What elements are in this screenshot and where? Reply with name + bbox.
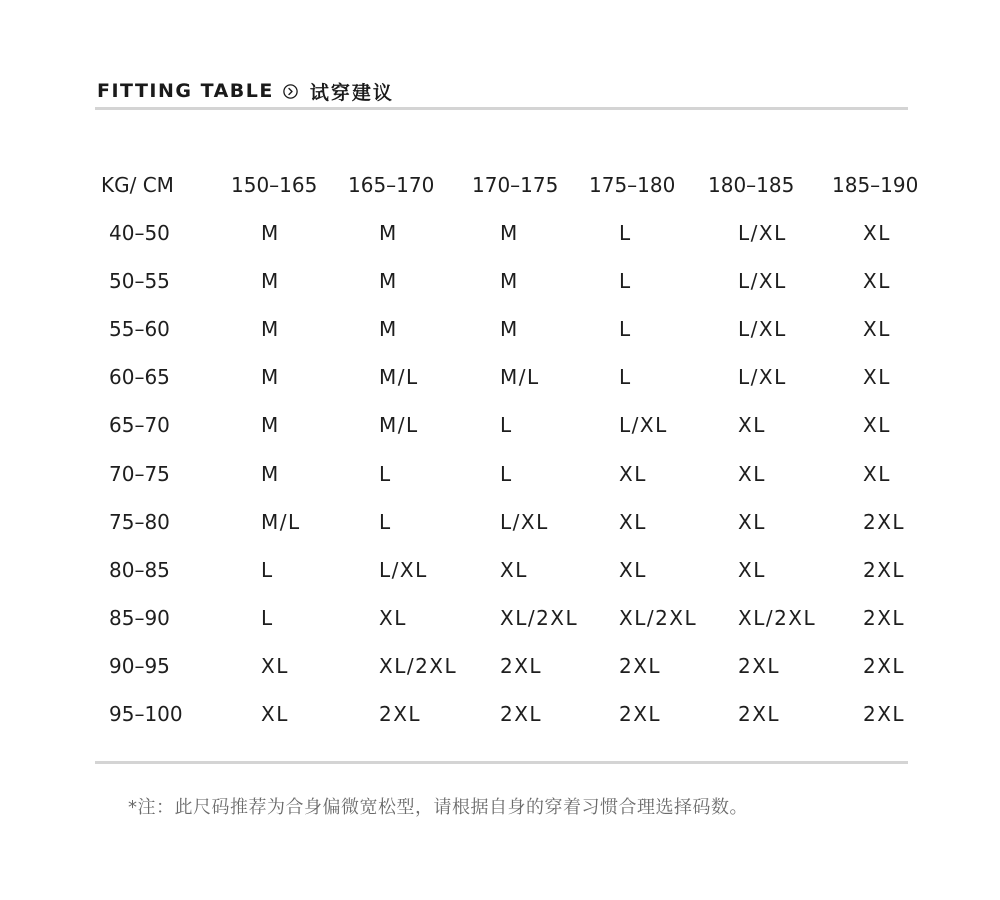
- size-cell: 2XL: [619, 702, 662, 726]
- size-note: *注：此尺码推荐为合身偏微宽松型，请根据自身的穿着习惯合理选择码数。: [128, 797, 748, 818]
- size-cell: M: [379, 221, 398, 245]
- size-cell: L: [261, 606, 274, 630]
- size-cell: XL: [738, 558, 766, 582]
- size-cell: 2XL: [863, 606, 906, 630]
- size-cell: 2XL: [863, 510, 906, 534]
- row-label: 50–55: [109, 269, 170, 293]
- size-cell: L: [379, 510, 392, 534]
- size-cell: 2XL: [500, 702, 543, 726]
- size-cell: M: [261, 221, 280, 245]
- size-cell: L/XL: [500, 510, 549, 534]
- size-cell: M: [261, 462, 280, 486]
- size-cell: XL/2XL: [619, 606, 698, 630]
- size-cell: XL: [738, 462, 766, 486]
- size-cell: XL: [863, 221, 891, 245]
- row-label: 40–50: [109, 221, 170, 245]
- size-cell: 2XL: [619, 654, 662, 678]
- size-cell: L/XL: [738, 365, 787, 389]
- size-cell: M: [261, 269, 280, 293]
- size-cell: L: [619, 221, 632, 245]
- size-cell: XL/2XL: [738, 606, 817, 630]
- row-label: 65–70: [109, 413, 170, 437]
- size-cell: XL: [863, 317, 891, 341]
- row-label: 85–90: [109, 606, 170, 630]
- row-label: 55–60: [109, 317, 170, 341]
- size-cell: M: [261, 365, 280, 389]
- column-header: 165–170: [348, 173, 435, 197]
- column-header: 175–180: [589, 173, 676, 197]
- size-cell: 2XL: [500, 654, 543, 678]
- size-cell: M: [500, 269, 519, 293]
- size-cell: L: [619, 269, 632, 293]
- row-label: 70–75: [109, 462, 170, 486]
- size-cell: L/XL: [738, 317, 787, 341]
- size-cell: 2XL: [738, 702, 781, 726]
- size-cell: L/XL: [738, 221, 787, 245]
- size-cell: M: [379, 317, 398, 341]
- size-cell: XL: [619, 462, 647, 486]
- column-header: 185–190: [832, 173, 919, 197]
- size-cell: XL/2XL: [379, 654, 458, 678]
- size-cell: L/XL: [738, 269, 787, 293]
- size-cell: 2XL: [379, 702, 422, 726]
- size-cell: XL: [863, 269, 891, 293]
- fitting-table-header: [97, 78, 394, 104]
- size-cell: M: [261, 317, 280, 341]
- size-cell: L: [500, 413, 513, 437]
- size-cell: M/L: [379, 365, 419, 389]
- size-cell: 2XL: [863, 702, 906, 726]
- row-label: 95–100: [109, 702, 183, 726]
- size-cell: L: [619, 317, 632, 341]
- size-cell: M/L: [379, 413, 419, 437]
- row-label: 75–80: [109, 510, 170, 534]
- page-title: FITTING TABLE: [97, 80, 274, 102]
- size-cell: XL: [738, 413, 766, 437]
- size-cell: M/L: [261, 510, 301, 534]
- size-cell: 2XL: [738, 654, 781, 678]
- chevron-right-circle-icon: [283, 84, 298, 99]
- size-cell: XL: [379, 606, 407, 630]
- size-cell: XL: [261, 654, 289, 678]
- column-header: 170–175: [472, 173, 559, 197]
- row-label: 90–95: [109, 654, 170, 678]
- size-cell: XL: [619, 510, 647, 534]
- size-cell: M: [500, 317, 519, 341]
- column-header: 180–185: [708, 173, 795, 197]
- size-cell: XL: [738, 510, 766, 534]
- top-divider: [95, 107, 908, 110]
- size-cell: XL: [863, 413, 891, 437]
- size-cell: L: [500, 462, 513, 486]
- table-corner-label: KG/ CM: [101, 173, 174, 197]
- page-subtitle: 试穿建议: [309, 81, 394, 104]
- size-cell: XL: [863, 462, 891, 486]
- size-cell: XL: [500, 558, 528, 582]
- bottom-divider: [95, 761, 908, 764]
- size-cell: 2XL: [863, 654, 906, 678]
- size-cell: L/XL: [619, 413, 668, 437]
- size-cell: M: [261, 413, 280, 437]
- size-cell: XL/2XL: [500, 606, 579, 630]
- size-cell: L/XL: [379, 558, 428, 582]
- size-cell: XL: [261, 702, 289, 726]
- row-label: 60–65: [109, 365, 170, 389]
- size-cell: L: [619, 365, 632, 389]
- size-cell: M/L: [500, 365, 540, 389]
- size-cell: M: [500, 221, 519, 245]
- size-cell: L: [261, 558, 274, 582]
- size-cell: XL: [863, 365, 891, 389]
- size-cell: L: [379, 462, 392, 486]
- size-cell: M: [379, 269, 398, 293]
- column-header: 150–165: [231, 173, 318, 197]
- size-cell: 2XL: [863, 558, 906, 582]
- size-cell: XL: [619, 558, 647, 582]
- row-label: 80–85: [109, 558, 170, 582]
